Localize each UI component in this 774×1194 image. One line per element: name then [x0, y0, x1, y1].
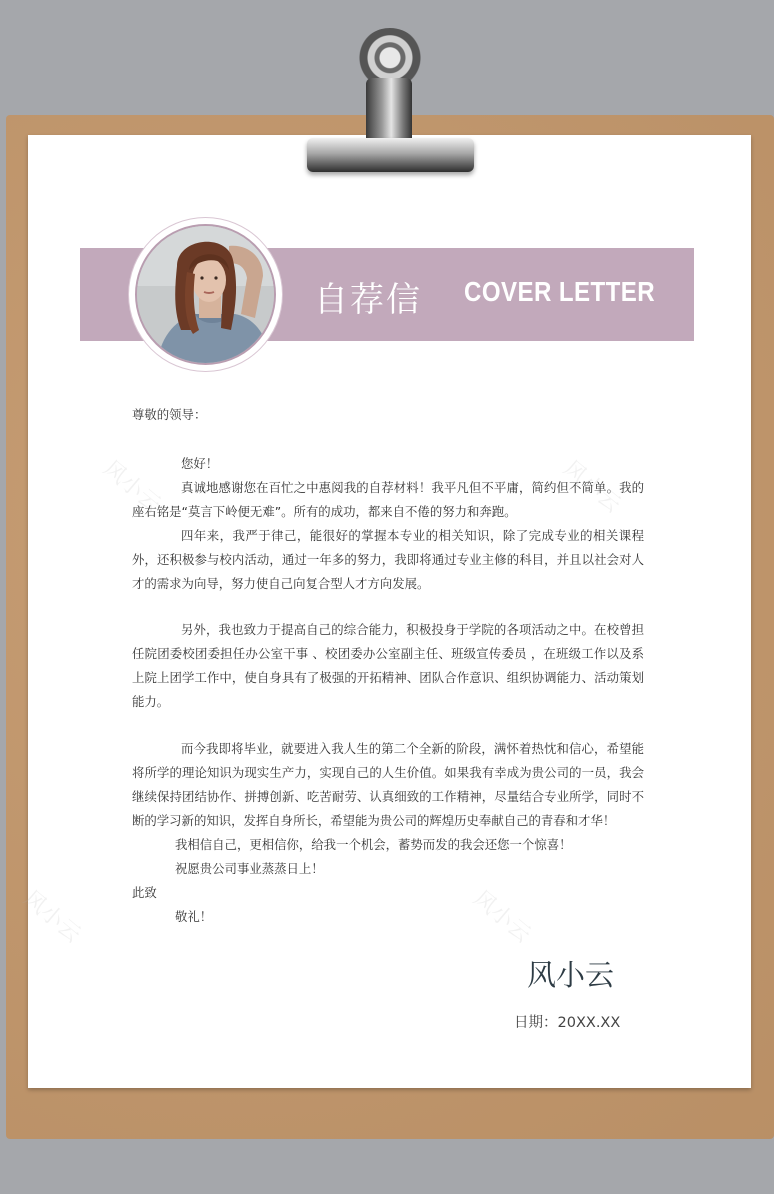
wish-text: 祝愿贵公司事业蒸蒸日上！	[175, 861, 324, 876]
title-chinese: 自荐信	[314, 280, 422, 320]
body-paragraph-4: 而今我即将毕业，就要进入我人生的第二个全新的阶段，满怀着热忱和信心，希望能将所学的理论知识为现实生产力，实现自己的人生价值。如果我有幸成为贵公司的一员，我会继续保持团结协作、拼搏创新、吃苦耐劳、认真细致的工作精神，尽量结合专业所学，同时不断的学习新的知识，发挥自身所长，希望能为贵公司的辉煌历史奉献自己的青春和才华！	[132, 741, 644, 828]
clip-neck-icon	[366, 78, 412, 140]
letter-body-2	[132, 618, 644, 714]
watermark: 风小云	[98, 456, 166, 518]
watermark: 风小云	[558, 456, 626, 518]
belief-text: 我相信自己，更相信你，给我一个机会，蓄势而发的我会还您一个惊喜！	[175, 837, 572, 852]
salutation-text: 尊敬的领导：	[132, 407, 207, 422]
watermark: 风小云	[18, 886, 86, 948]
signature: 风小云	[527, 958, 615, 992]
body-paragraph-2: 四年来，我严于律己，能很好的掌握本专业的相关知识，除了完成专业的相关课程外，还积极参与校内活动，通过一年多的努力，我即将通过专业主修的科目，并且以社会对人才的需求为向导，努力使自己向复合型人才方向发展。	[132, 528, 644, 591]
letter-salutation	[132, 403, 644, 427]
greeting-text: 您好！	[181, 456, 219, 471]
closing-text: 此致	[132, 885, 157, 900]
title-english: COVER LETTER	[464, 276, 656, 307]
clip-base-icon	[307, 138, 474, 172]
date-text: 日期：20XX.XX	[514, 1015, 621, 1031]
regards-text: 敬礼！	[175, 909, 213, 924]
body-paragraph-3: 另外，我也致力于提高自己的综合能力，积极投身于学院的各项活动之中。在校曾担任院团委校团委担任办公室干事 、校团委办公室副主任、班级宣传委员 ，在班级工作以及系上院上团学工作中，使自身具有了极强的开拓精神、团队合作意识、组织协调能力、活动策划能力。	[132, 622, 644, 709]
portrait-icon	[137, 226, 276, 365]
body-paragraph-1: 真诚地感谢您在百忙之中惠阅我的自荐材料！我平凡但不平庸，简约但不简单。我的座右铭是“莫言下岭便无难”。所有的成功，都来自不倦的努力和奔跑。	[132, 480, 644, 519]
letter-body-3	[132, 737, 644, 929]
letter-body	[132, 452, 644, 596]
watermark: 风小云	[468, 886, 536, 948]
avatar-photo	[135, 224, 276, 365]
